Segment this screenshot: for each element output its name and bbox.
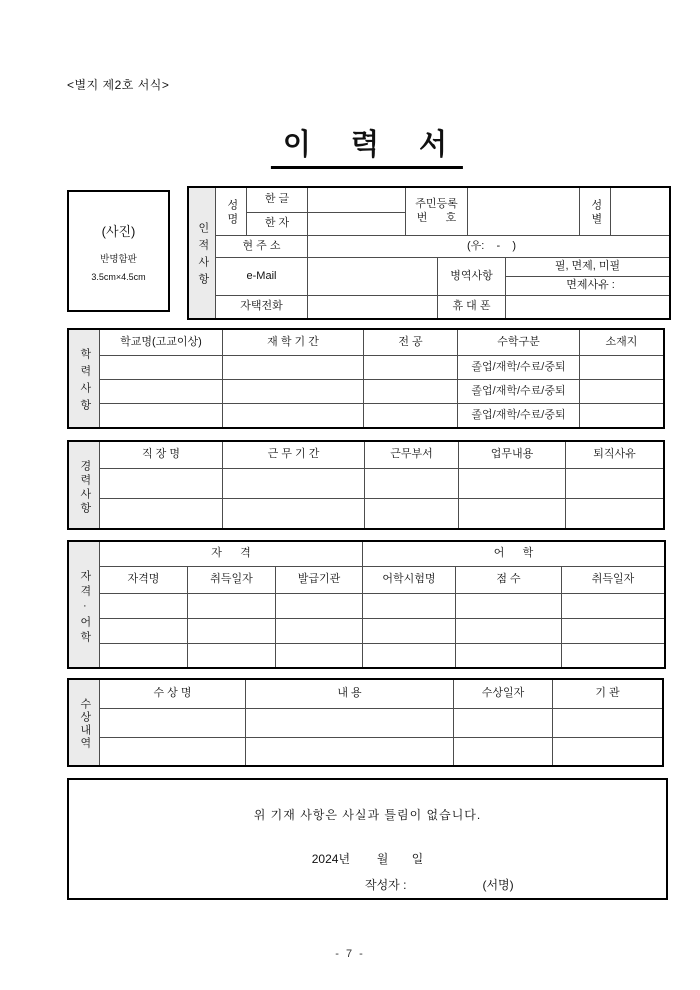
- input-name-korean[interactable]: [308, 188, 405, 212]
- military-options[interactable]: 필, 면제, 미필: [506, 258, 669, 276]
- military-exempt-label[interactable]: 면제사유 :: [506, 277, 669, 295]
- input-cell[interactable]: [188, 644, 275, 667]
- input-cell[interactable]: [188, 619, 275, 643]
- name-group-label: 성명: [216, 188, 246, 235]
- input-cell[interactable]: [276, 644, 362, 667]
- section-label-personal: 인적사항: [189, 188, 215, 318]
- page-number: - 7 -: [335, 948, 365, 960]
- input-cell[interactable]: [246, 709, 453, 737]
- input-cell[interactable]: [364, 380, 457, 403]
- column-header: 전 공: [364, 330, 457, 355]
- input-cell[interactable]: [100, 356, 222, 379]
- input-cell[interactable]: [223, 469, 364, 498]
- input-cell[interactable]: [100, 499, 222, 528]
- input-cell[interactable]: [100, 469, 222, 498]
- input-home-phone[interactable]: [308, 296, 437, 318]
- career-table: [67, 440, 665, 530]
- section-label-qualification: 자격·어학: [69, 542, 99, 667]
- column-header: 근 무 기 간: [223, 442, 364, 468]
- enrollment-options-cell[interactable]: 졸업/재학/수료/중퇴: [458, 380, 579, 403]
- section-label-career: 경력사항: [69, 442, 99, 528]
- input-email[interactable]: [308, 258, 437, 295]
- input-cell[interactable]: [100, 594, 187, 618]
- input-cell[interactable]: [562, 594, 664, 618]
- awards-table: [67, 678, 664, 767]
- column-header: 퇴직사유: [566, 442, 663, 468]
- group-header-qualification: 자 격: [100, 542, 362, 566]
- writer-label: 작성자 :: [365, 878, 407, 892]
- input-cell[interactable]: [363, 644, 455, 667]
- rrn-label: [406, 188, 467, 235]
- column-header: 근무부서: [365, 442, 458, 468]
- enrollment-options-cell[interactable]: 졸업/재학/수료/중퇴: [458, 356, 579, 379]
- input-cell[interactable]: [456, 619, 561, 643]
- input-cell[interactable]: [364, 356, 457, 379]
- signature-note: (서명): [482, 878, 514, 892]
- input-cell[interactable]: [223, 499, 364, 528]
- input-address[interactable]: (우: - ): [308, 236, 669, 257]
- input-gender[interactable]: [611, 188, 669, 235]
- column-header: 자격명: [100, 567, 187, 593]
- column-header: 발급기관: [276, 567, 362, 593]
- input-cell[interactable]: [100, 738, 245, 765]
- group-header-language: 어 학: [363, 542, 664, 566]
- personal-info-table: [187, 186, 671, 320]
- input-name-hanja[interactable]: [308, 213, 405, 235]
- declaration-box: [67, 778, 668, 900]
- column-header: 어학시험명: [363, 567, 455, 593]
- input-cell[interactable]: [364, 404, 457, 427]
- input-cell[interactable]: [454, 738, 552, 765]
- column-header: 수 상 명: [100, 680, 245, 708]
- input-cell[interactable]: [363, 594, 455, 618]
- hanja-name-label: 한 자: [247, 213, 307, 235]
- qualification-table: [67, 540, 666, 669]
- input-cell[interactable]: [553, 738, 662, 765]
- input-cell[interactable]: [100, 404, 222, 427]
- address-label: 현 주 소: [216, 236, 307, 257]
- input-cell[interactable]: [580, 356, 663, 379]
- input-cell[interactable]: [223, 380, 363, 403]
- column-header: 기 관: [553, 680, 662, 708]
- photo-box: [67, 190, 170, 312]
- input-cell[interactable]: [188, 594, 275, 618]
- input-cell[interactable]: [580, 380, 663, 403]
- column-header: 점 수: [456, 567, 561, 593]
- column-header: 소재지: [580, 330, 663, 355]
- input-cell[interactable]: [365, 499, 458, 528]
- input-cell[interactable]: [454, 709, 552, 737]
- input-cell[interactable]: [100, 380, 222, 403]
- column-header: 업무내용: [459, 442, 565, 468]
- input-cell[interactable]: [223, 404, 363, 427]
- column-header: 수상일자: [454, 680, 552, 708]
- column-header: 재 학 기 간: [223, 330, 363, 355]
- photo-size-name: 반명함판: [100, 253, 137, 265]
- input-cell[interactable]: [456, 644, 561, 667]
- education-table: [67, 328, 665, 429]
- input-rrn[interactable]: [468, 188, 579, 235]
- section-label-education: 학력사항: [69, 330, 99, 427]
- page-title: 이 력 서: [271, 122, 463, 169]
- input-cell[interactable]: [276, 594, 362, 618]
- declaration-date: 2024년 월 일: [311, 852, 424, 866]
- input-cell[interactable]: [363, 619, 455, 643]
- input-cell[interactable]: [562, 644, 664, 667]
- input-cell[interactable]: [459, 499, 565, 528]
- column-header: 직 장 명: [100, 442, 222, 468]
- input-cell[interactable]: [566, 499, 663, 528]
- input-cell[interactable]: [562, 619, 664, 643]
- declaration-writer-line: [365, 876, 514, 893]
- input-cell[interactable]: [456, 594, 561, 618]
- input-cell[interactable]: [553, 709, 662, 737]
- input-cell[interactable]: [566, 469, 663, 498]
- input-mobile[interactable]: [506, 296, 669, 318]
- column-header: 취득일자: [188, 567, 275, 593]
- photo-caption: (사진): [101, 223, 136, 239]
- column-header: 학교명(고교이상): [100, 330, 222, 355]
- photo-size-dim: 3.5cm×4.5cm: [91, 271, 146, 282]
- gender-label: 성별: [580, 188, 610, 235]
- input-cell[interactable]: [223, 356, 363, 379]
- column-header: 내 용: [246, 680, 453, 708]
- input-cell[interactable]: [246, 738, 453, 765]
- input-cell[interactable]: [459, 469, 565, 498]
- mobile-label: 휴 대 폰: [438, 296, 505, 318]
- input-cell[interactable]: [276, 619, 362, 643]
- email-label: e-Mail: [216, 258, 307, 295]
- declaration-statement: 위 기재 사항은 사실과 틀림이 없습니다.: [253, 808, 482, 822]
- rrn-label-line1: 주민등록: [415, 197, 458, 210]
- home-phone-label: 자택전화: [216, 296, 307, 318]
- military-label: 병역사항: [438, 258, 505, 295]
- enrollment-options-cell[interactable]: 졸업/재학/수료/중퇴: [458, 404, 579, 427]
- column-header: 수학구분: [458, 330, 579, 355]
- input-cell[interactable]: [100, 709, 245, 737]
- section-label-awards: 수상내역: [69, 680, 99, 765]
- form-code-label: <별지 제2호 서식>: [67, 78, 170, 92]
- column-header: 취득일자: [562, 567, 664, 593]
- input-cell[interactable]: [100, 644, 187, 667]
- input-cell[interactable]: [100, 619, 187, 643]
- korean-name-label: 한 글: [247, 188, 307, 212]
- rrn-label-line2: 번 호: [416, 211, 457, 224]
- input-cell[interactable]: [580, 404, 663, 427]
- input-cell[interactable]: [365, 469, 458, 498]
